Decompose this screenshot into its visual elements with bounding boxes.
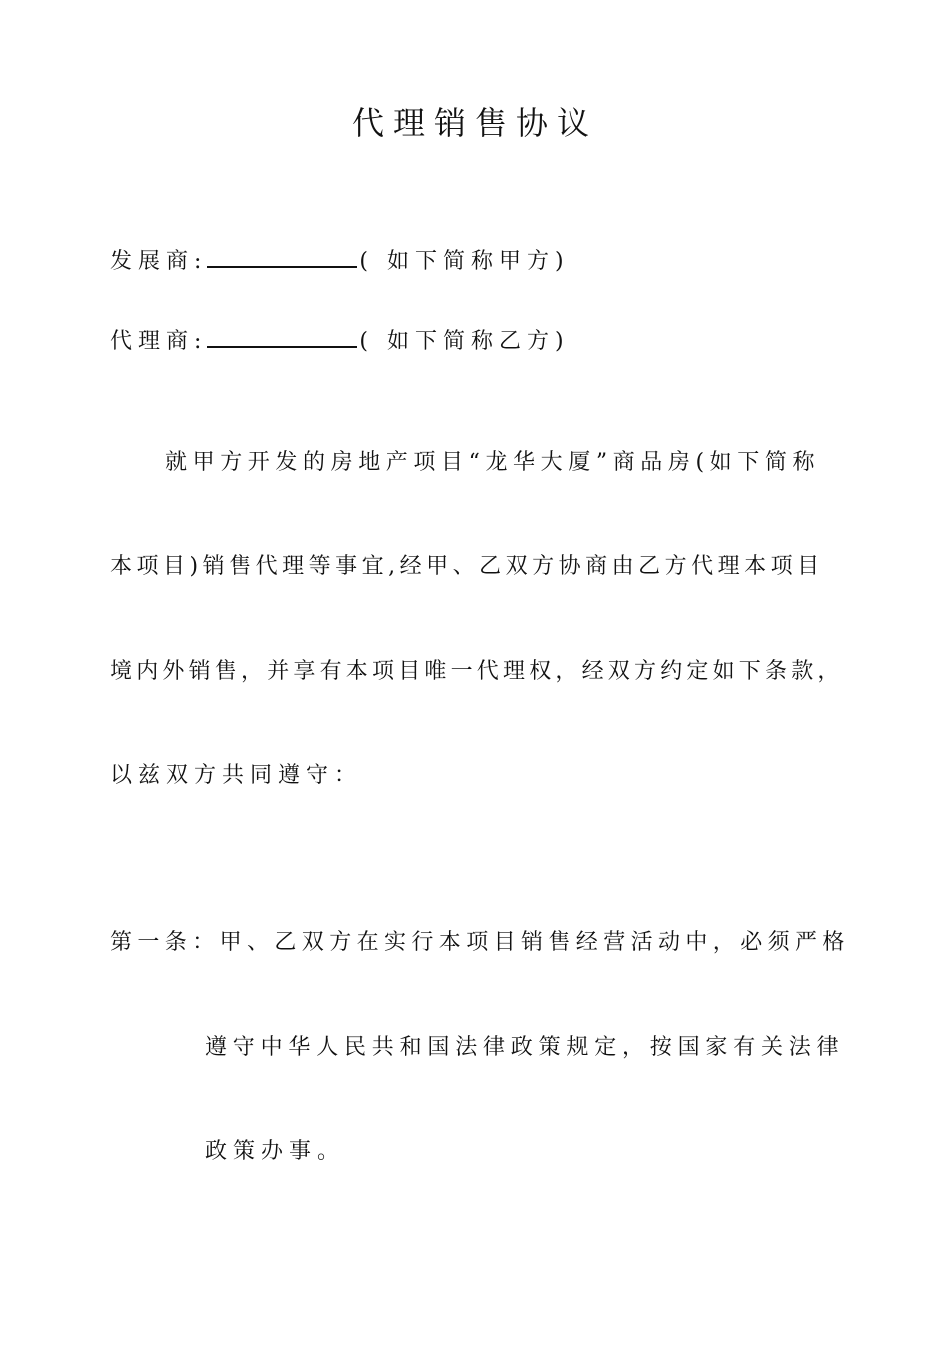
party-developer-suffix: ( 如下简称甲方) (359, 249, 570, 274)
party-agent-label: 代理商: (110, 329, 208, 354)
document-title: 代理销售协议 (351, 104, 598, 142)
article-one-line: 遵守中华人民共和国法律政策规定，按国家有关法律 (205, 1035, 845, 1060)
party-developer-label: 发展商: (110, 249, 208, 274)
article-one-line: 第一条：甲、乙双方在实行本项目销售经营活动中，必须严格 (110, 930, 850, 955)
party-developer-blank[interactable] (207, 244, 357, 268)
intro-line: 就甲方开发的房地产项目“龙华大厦”商品房(如下简称 (165, 450, 821, 475)
party-developer-line (110, 244, 570, 277)
intro-line: 本项目)销售代理等事宜,经甲、乙双方协商由乙方代理本项目 (110, 554, 824, 579)
party-agent-line (110, 324, 570, 357)
party-agent-blank[interactable] (207, 324, 357, 348)
article-one-line: 政策办事。 (205, 1139, 346, 1164)
intro-line: 以兹双方共同遵守： (110, 763, 363, 788)
intro-line: 境内外销售，并享有本项目唯一代理权，经双方约定如下条款， (110, 659, 844, 684)
party-agent-suffix: ( 如下简称乙方) (359, 329, 570, 354)
